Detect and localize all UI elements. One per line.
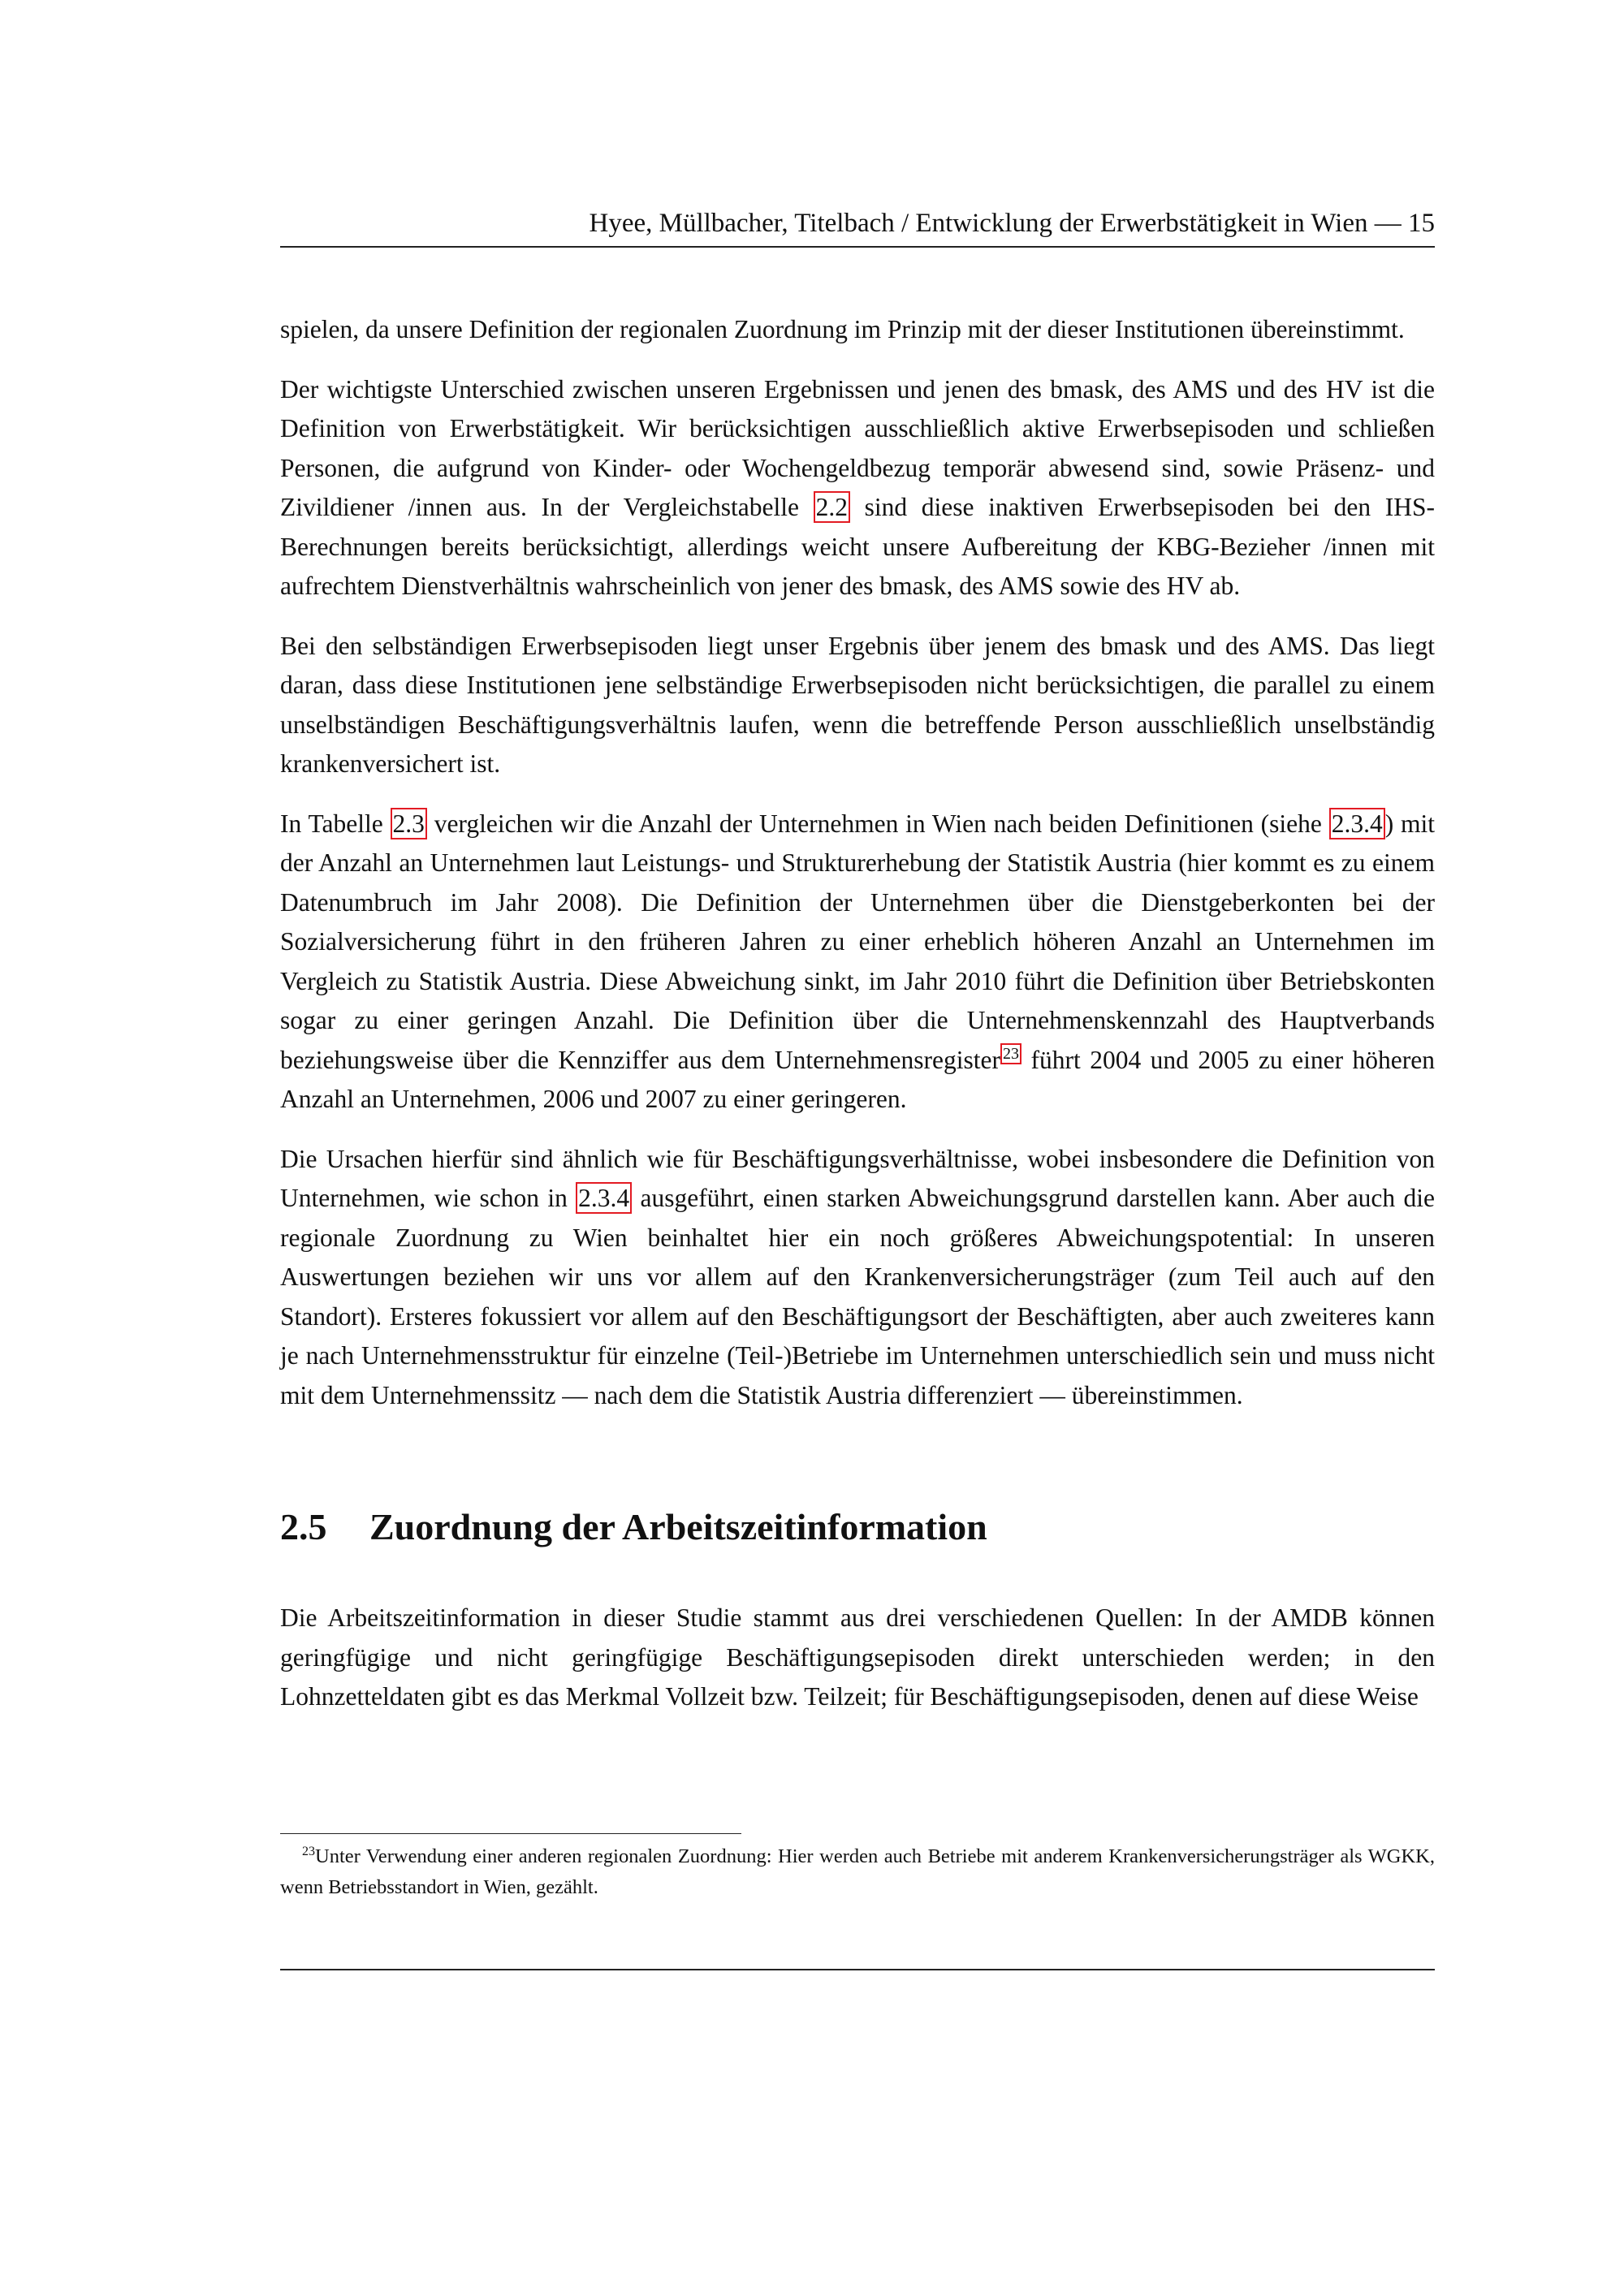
footnote-number: 23 (302, 1844, 315, 1858)
table-ref-2-3-link[interactable]: 2.3 (391, 808, 427, 839)
section-heading (280, 1504, 1435, 1550)
paragraph-2 (280, 370, 1435, 606)
body-text (280, 310, 1435, 1737)
paragraph-4 (280, 805, 1435, 1120)
paragraph-2-text-b: sind diese inaktiven Erwerbsepisoden bei den IHS-Berechnungen bereits berücksichtigt, allerdings weicht unsere Aufbereitung der KBG-Bezieher /innen mit aufrechtem Dienstverhältnis wahrscheinlich von jener des bmask, des AMS sowie des HV ab. (280, 493, 1436, 600)
section-paragraph-1: Die Arbeitszeitinformation in dieser Studie stammt aus drei verschiedenen Quellen: In der AMDB können geringfügige und nicht geringfügige Beschäftigungsepisoden direkt unterschieden werden; in den Lohnzetteldaten gibt es das Merkmal Vollzeit bzw. Teilzeit; für Beschäftigungsepisoden, denen auf diese Weise (280, 1603, 1435, 1711)
paragraph-4-text-c: ) mit der Anzahl an Unternehmen laut Leistungs- und Strukturerhebung der Statistik Austria (hier kommt es zu einem Datenumbruch im Jahr 2008). Die Definition der Unternehmen über die Dienstgeberkonten bei der Sozialversicherung führt in den früheren Jahren zu einer erheblich höheren Anzahl an Unternehmen im Vergleich zu Statistik Austria. Diese Abweichung sinkt, im Jahr 2010 führt die Definition über Betriebskonten sogar zu einer geringen Anzahl. Die Definition über die Unternehmenskennzahl des Hauptverbands beziehungsweise über die Kennziffer aus dem Unternehmensregister (280, 809, 1435, 1074)
footnote-ref-23-link[interactable]: 23 (1000, 1043, 1021, 1064)
paragraph-4-text-d: führt 2004 und 2005 zu einer höheren Anzahl an Unternehmen, 2006 und 2007 zu einer geringeren. (280, 1045, 1436, 1113)
paragraph-5-text-a: Die Ursachen hierfür sind ähnlich wie für Beschäftigungsverhältnisse, wobei insbesondere die Definition von Unternehmen, wie schon in (280, 1144, 1435, 1212)
section-ref-2-3-4-link-2[interactable]: 2.3.4 (576, 1182, 632, 1214)
footnote-divider (280, 1833, 741, 1834)
paragraph-5 (280, 1140, 1435, 1416)
paragraph-1: spielen, da unsere Definition der regionalen Zuordnung im Prinzip mit der dieser Institutionen übereinstimmt. (280, 315, 1405, 343)
footnote-text: Unter Verwendung einer anderen regionalen Zuordnung: Hier werden auch Betriebe mit anderem Krankenversicherungsträger als WGKK, wenn Betriebsstandort in Wien, gezählt. (280, 1845, 1435, 1898)
paragraph-2-text-a: Der wichtigste Unterschied zwischen unseren Ergebnissen und jenen des bmask, des AMS und des HV ist die Definition von Erwerbstätigkeit. Wir berücksichtigen ausschließlich aktive Erwerbsepisoden und schließen Personen, die aufgrund von Kinder- oder Wochengeldbezug temporär abwesend sind, sowie Präsenz- und Zivildiener /innen aus. In der Vergleichstabelle (280, 374, 1435, 521)
paragraph-5-text-b: ausgeführt, einen starken Abweichungsgrund darstellen kann. Aber auch die regionale Zuordnung zu Wien beinhaltet hier ein noch größeres Abweichungspotential: In unseren Auswertungen beziehen wir uns vor allem auf den Krankenversicherungsträger (zum Teil auch auf den Standort). Ersteres fokussiert vor allem auf den Beschäftigungsort der Beschäftigten, aber auch zweiteres kann je nach Unternehmensstruktur für einzelne (Teil-)Betriebe im Unternehmen unterschiedlich sein und muss nicht mit dem Unternehmenssitz — nach dem die Statistik Austria differenziert — übereinstimmen. (280, 1184, 1435, 1409)
section-ref-2-3-4-link[interactable]: 2.3.4 (1329, 808, 1385, 839)
section-number: 2.5 (280, 1506, 327, 1547)
paragraph-3: Bei den selbständigen Erwerbsepisoden liegt unser Ergebnis über jenem des bmask und des AMS. Das liegt daran, dass diese Institutionen jene selbständige Erwerbsepisoden nicht berücksichtigen, die parallel zu einem unselbständigen Beschäftigungsverhältnis laufen, wenn die betreffende Person ausschließlich unselbständig krankenversichert ist. (280, 631, 1435, 778)
running-head: Hyee, Müllbacher, Titelbach / Entwicklung der Erwerbstätigkeit in Wien — 15 (280, 207, 1435, 248)
document-page (280, 0, 1435, 2296)
paragraph-4-text-a: In Tabelle (280, 809, 391, 838)
paragraph-4-text-b: vergleichen wir die Anzahl der Unternehmen in Wien nach beiden Definitionen (siehe (426, 809, 1329, 838)
page-bottom-rule (280, 1969, 1435, 1970)
footnote-23 (280, 1841, 1435, 1903)
table-ref-2-2-link[interactable]: 2.2 (814, 491, 850, 523)
section-title: Zuordnung der Arbeitszeitinformation (369, 1506, 987, 1547)
